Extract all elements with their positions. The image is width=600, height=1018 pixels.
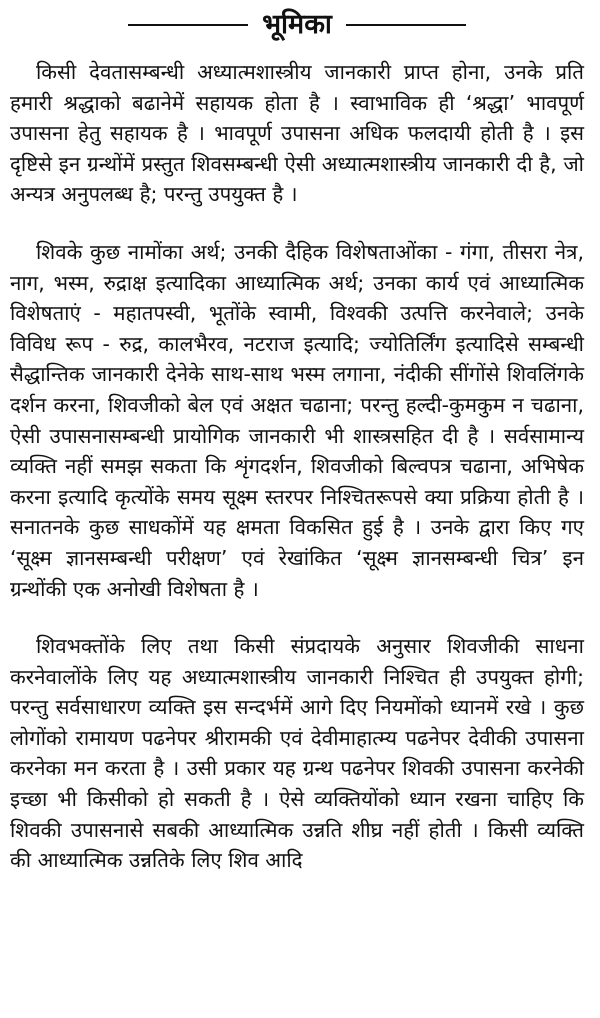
page-title: भूमिका [262,9,332,40]
paragraph-3: शिवभक्तोंके लिए तथा किसी संप्रदायके अनुसार शिवजीकी साधना करनेवालोंके लिए यह अध्यात्मशास्त्रीय जानकारी निश्चित ही उपयुक्त होगी; परन्तु सर्वसाधारण व्यक्ति इस सन्दर्भमें आगे दिए नियमोंको ध्यानमें रखे । कुछ लोगोंको रामायण पढनेपर श्रीरामकी एवं देवीमाहात्म्य पढनेपर देवीकी उपासना करनेका मन करता है । उसी प्रकार यह ग्रन्थ पढनेपर शिवकी उपासना करनेकी इच्छा भी किसीको हो सकती है । ऐसे व्यक्तियोंको ध्यान रखना चाहिए कि शिवकी उपासनासे सबकी आध्यात्मिक उन्नति शीघ्र नहीं होती । किसी व्यक्ति की आध्यात्मिक उन्नतिके लिए शिव आदि [10,634,584,873]
heading-row [10,2,584,48]
paragraph-1: किसी देवतासम्बन्धी अध्यात्मशास्त्रीय जानकारी प्राप्त होना, उनके प्रति हमारी श्रद्धाको बढानेमें सहायक होता है । स्वाभाविक ही ‘श्रद्धा’ भावपूर्ण उपासना हेतु सहायक है । भावपूर्ण उपासना अधिक फलदायी होती है । इस दृष्टिसे इन ग्रन्थोंमें प्रस्तुत शिवसम्बन्धी ऐसी अध्यात्मशास्त्रीय जानकारी दी है, जो अन्यत्र अनुपलब्ध है; परन्तु उपयुक्त है । [10,60,584,207]
paragraph-2: शिवके कुछ नामोंका अर्थ; उनकी दैहिक विशेषताओंका - गंगा, तीसरा नेत्र, नाग, भस्म, रुद्राक्ष इत्यादिका आध्यात्मिक अर्थ; उनका कार्य एवं आध्यात्मिक विशेषताएं - महातपस्वी, भूतोंके स्वामी, विश्वकी उत्पत्ति करनेवाले; उनके विविध रूप - रुद्र, कालभैरव, नटराज इत्यादि; ज्योतिर्लिंग इत्यादिसे सम्बन्धी सैद्धान्तिक जानकारी देनेके साथ-साथ भस्म लगाना, नंदीकी सींगोंसे शिवलिंगके दर्शन करना, शिवजीको बेल एवं अक्षत चढाना; परन्तु हल्दी-कुमकुम न चढाना, ऐसी उपासनासम्बन्धी प्रायोगिक जानकारी भी शास्त्रसहित दी है । सर्वसामान्य व्यक्ति नहीं समझ सकता कि शृंगदर्शन, शिवजीको बिल्वपत्र चढाना, अभिषेक करना इत्यादि कृत्योंके समय सूक्ष्म स्तरपर निश्चितरूपसे क्या प्रक्रिया होती है । सनातनके कुछ साधकोंमें यह क्षमता विकसित हुई है । उनके द्वारा किए गए ‘सूक्ष्म ज्ञानसम्बन्धी परीक्षण’ एवं रेखांकित ‘सूक्ष्म ज्ञानसम्बन्धी चित्र’ इन ग्रन्थोंकी एक अनोखी विशेषता है । [10,239,584,601]
heading-rule-right [346,24,466,26]
heading-rule-left [128,24,248,26]
